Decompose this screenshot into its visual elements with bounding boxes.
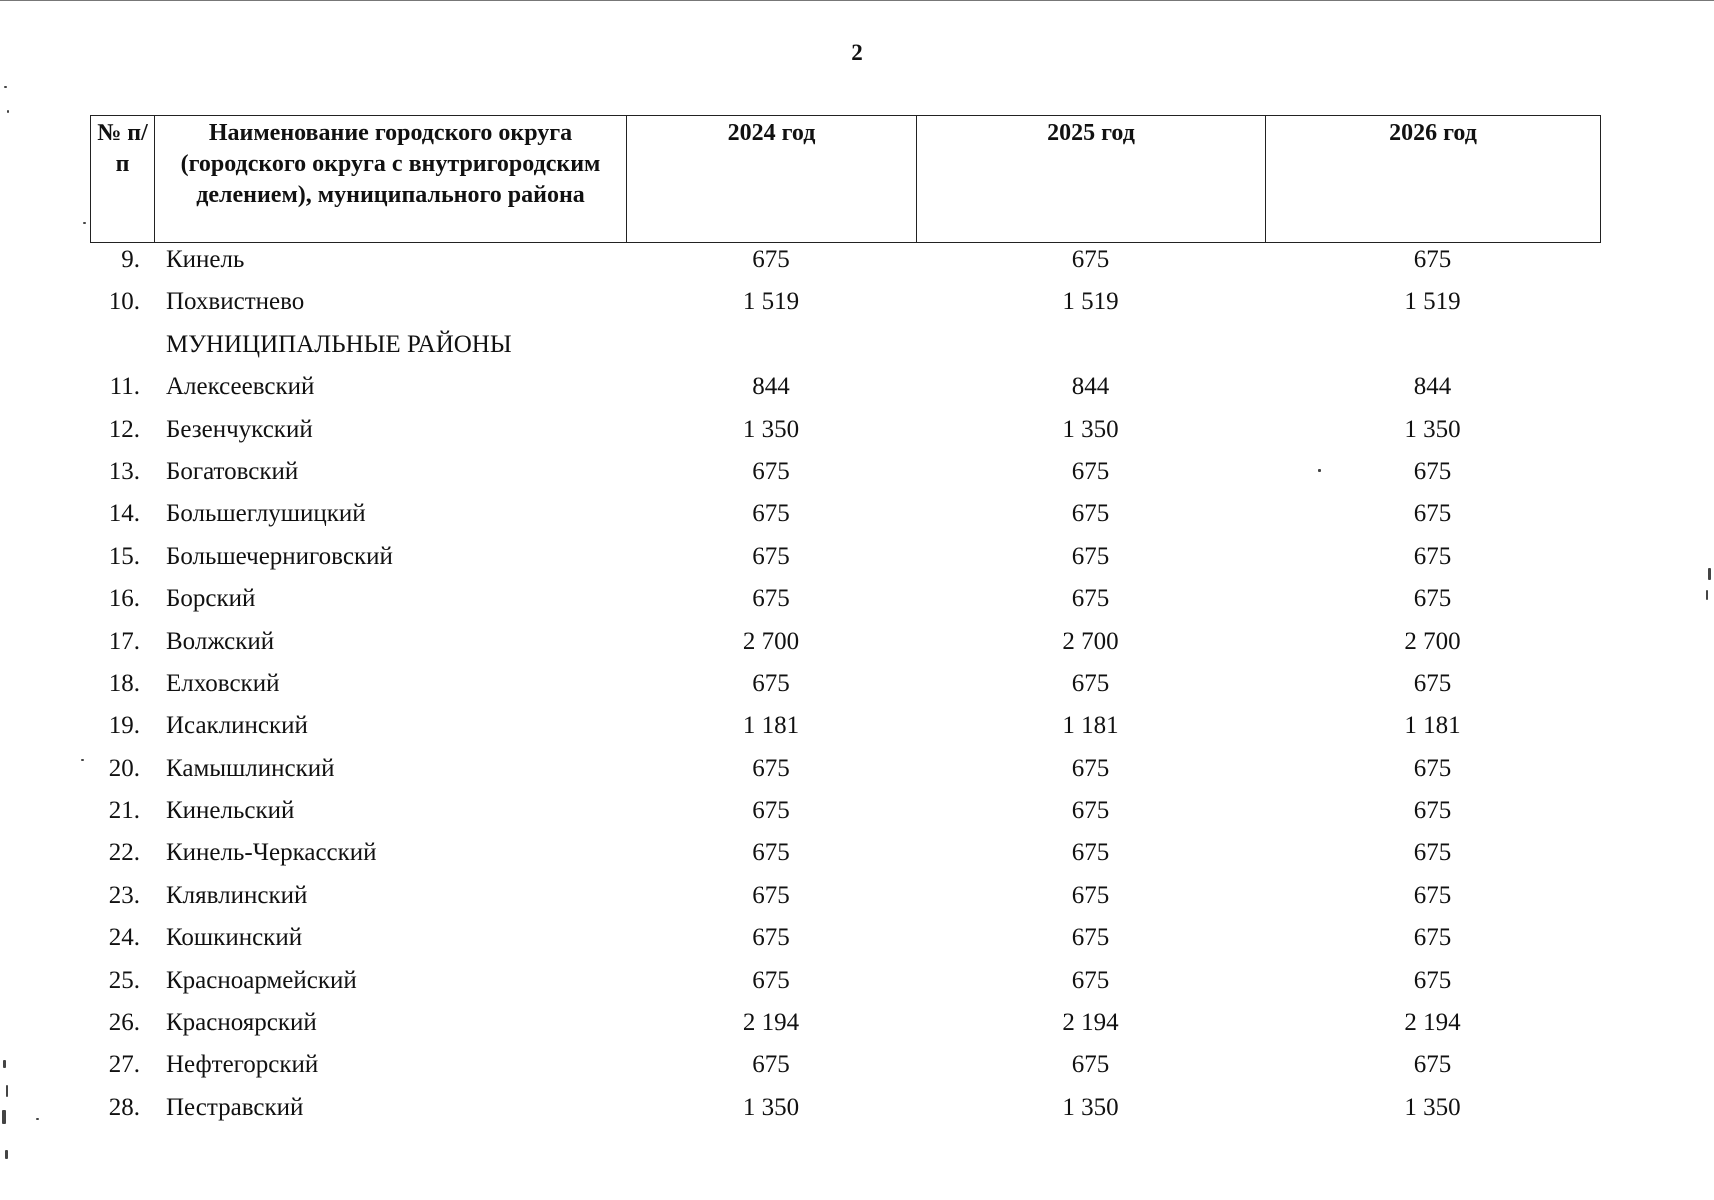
table-row <box>90 1009 1600 1051</box>
row-value-2025: 675 <box>1071 585 1110 613</box>
scan-speck <box>3 1060 6 1068</box>
table-body <box>90 246 1600 1136</box>
row-value-2026: 1 519 <box>1404 288 1461 316</box>
row-name: МУНИЦИПАЛЬНЫЕ РАЙОНЫ <box>166 330 512 358</box>
table-row <box>90 331 1600 373</box>
scan-speck <box>81 759 84 761</box>
row-number: 12. <box>108 415 140 443</box>
row-number: 18. <box>108 669 140 697</box>
row-value-2024: 2 194 <box>742 1009 800 1037</box>
header-name: Наименование городского округа (городского округа с внутригородским делением), муниципального района <box>155 116 627 243</box>
row-value-2025: 1 350 <box>1062 415 1119 443</box>
row-value-2025: 2 194 <box>1062 1009 1119 1037</box>
scan-speck <box>1318 469 1321 472</box>
row-value-2024: 675 <box>752 585 790 613</box>
row-value-2026: 2 194 <box>1404 1009 1461 1037</box>
row-number: 28. <box>108 1093 140 1121</box>
row-name: Волжский <box>166 627 275 655</box>
row-value-2025: 1 519 <box>1062 288 1119 316</box>
row-value-2025: 675 <box>1071 797 1110 825</box>
row-number: 19. <box>108 712 140 740</box>
scan-speck <box>7 110 9 113</box>
row-name: Красноярский <box>166 1009 317 1037</box>
scan-speck <box>4 86 7 88</box>
row-value-2026: 675 <box>1413 924 1452 952</box>
table-row <box>90 967 1600 1009</box>
row-number: 17. <box>108 627 140 655</box>
row-value-2025: 675 <box>1071 457 1110 485</box>
row-name: Богатовский <box>166 457 299 485</box>
table-row <box>90 839 1600 881</box>
header-2026: 2026 год <box>1266 116 1601 243</box>
table-row <box>90 585 1600 627</box>
row-value-2026 <box>1265 331 1600 373</box>
row-name: Елховский <box>166 669 280 697</box>
row-value-2024: 1 350 <box>742 1093 800 1121</box>
row-value-2025: 1 181 <box>1062 712 1119 740</box>
row-value-2024: 675 <box>752 924 790 952</box>
table-row <box>90 246 1600 288</box>
row-value-2026: 675 <box>1413 500 1452 528</box>
row-name: Большеглушицкий <box>166 500 366 528</box>
row-number: 16. <box>108 585 140 613</box>
table-row <box>90 882 1600 924</box>
row-value-2024: 844 <box>752 373 790 401</box>
scan-speck <box>6 1085 8 1097</box>
row-value-2024: 675 <box>752 1051 790 1079</box>
row-name: Камышлинский <box>166 754 335 782</box>
row-value-2025: 675 <box>1071 500 1110 528</box>
page-number: 2 <box>851 40 863 65</box>
header-row <box>91 116 1601 243</box>
row-number: 20. <box>108 754 140 782</box>
row-number: 26. <box>108 1009 140 1037</box>
scan-speck <box>36 1118 39 1120</box>
row-value-2025: 1 350 <box>1062 1093 1119 1121</box>
row-name: Исаклинский <box>166 712 308 740</box>
row-value-2026: 675 <box>1413 585 1452 613</box>
row-name: Кошкинский <box>166 924 303 952</box>
row-value-2024: 2 700 <box>742 627 800 655</box>
data-table <box>90 246 1600 1136</box>
row-value-2024: 675 <box>752 839 790 867</box>
table-row <box>90 797 1600 839</box>
table-row <box>90 712 1600 754</box>
table-row <box>90 1094 1600 1136</box>
table-header <box>90 115 1601 243</box>
row-value-2024: 675 <box>752 966 790 994</box>
row-value-2025: 675 <box>1071 924 1110 952</box>
row-value-2024: 675 <box>752 754 790 782</box>
row-value-2024: 675 <box>752 881 790 909</box>
row-value-2025: 675 <box>1071 881 1110 909</box>
table-row <box>90 500 1600 542</box>
row-value-2025: 675 <box>1071 669 1110 697</box>
row-value-2026: 675 <box>1413 1051 1452 1079</box>
row-name: Безенчукский <box>166 415 313 443</box>
row-value-2024 <box>626 331 916 373</box>
header-2024: 2024 год <box>627 116 917 243</box>
row-number: 21. <box>108 797 140 825</box>
row-value-2026: 844 <box>1413 373 1452 401</box>
scan-speck <box>5 1150 8 1159</box>
table-row <box>90 416 1600 458</box>
row-name: Кинель <box>166 246 245 273</box>
row-value-2024: 675 <box>752 246 790 273</box>
row-value-2026: 1 181 <box>1404 712 1461 740</box>
row-number: 9. <box>121 246 140 273</box>
row-value-2025: 844 <box>1071 373 1110 401</box>
header-2025: 2025 год <box>917 116 1266 243</box>
row-value-2025: 675 <box>1071 839 1110 867</box>
row-value-2024: 1 181 <box>742 712 800 740</box>
scan-speck <box>83 222 86 224</box>
table-row <box>90 755 1600 797</box>
row-value-2024: 1 519 <box>742 288 800 316</box>
header-num: № п/п <box>91 116 155 243</box>
row-value-2026: 675 <box>1413 881 1452 909</box>
table-row <box>90 373 1600 415</box>
table-row <box>90 543 1600 585</box>
row-value-2026: 675 <box>1413 669 1452 697</box>
row-value-2026: 2 700 <box>1404 627 1461 655</box>
row-value-2026: 675 <box>1413 754 1452 782</box>
row-value-2025: 675 <box>1071 1051 1110 1079</box>
row-value-2025 <box>916 331 1265 373</box>
row-name: Кинель-Черкасский <box>166 839 377 867</box>
row-value-2025: 675 <box>1071 246 1110 273</box>
row-name: Клявлинский <box>166 881 308 909</box>
row-value-2024: 675 <box>752 669 790 697</box>
row-number: 11. <box>109 373 140 401</box>
row-name: Красноармейский <box>166 966 357 994</box>
row-number: 15. <box>108 542 140 570</box>
row-number: 13. <box>108 457 140 485</box>
row-name: Пестравский <box>166 1093 304 1121</box>
scan-speck <box>1706 590 1708 600</box>
table-row <box>90 628 1600 670</box>
row-value-2024: 675 <box>752 500 790 528</box>
row-number: 10. <box>108 288 140 316</box>
row-name: Нефтегорский <box>166 1051 319 1079</box>
row-number: 24. <box>108 924 140 952</box>
row-value-2026: 1 350 <box>1404 1093 1461 1121</box>
table-row <box>90 458 1600 500</box>
table-row <box>90 924 1600 966</box>
row-value-2024: 1 350 <box>742 415 800 443</box>
row-value-2025: 675 <box>1071 966 1110 994</box>
row-value-2026: 1 350 <box>1404 415 1461 443</box>
row-value-2025: 675 <box>1071 754 1110 782</box>
row-name: Борский <box>166 585 256 613</box>
row-number: 23. <box>108 881 140 909</box>
row-name: Кинельский <box>166 797 295 825</box>
row-number <box>90 331 154 373</box>
row-number: 27. <box>108 1051 140 1079</box>
row-name: Похвистнево <box>166 288 305 316</box>
row-value-2025: 675 <box>1071 542 1110 570</box>
row-number: 14. <box>108 500 140 528</box>
row-value-2024: 675 <box>752 457 790 485</box>
row-number: 22. <box>108 839 140 867</box>
row-value-2026: 675 <box>1413 246 1452 273</box>
row-number: 25. <box>108 966 140 994</box>
row-name: Большечерниговский <box>166 542 393 570</box>
row-name: Алексеевский <box>166 373 315 401</box>
row-value-2024: 675 <box>752 542 790 570</box>
row-value-2026: 675 <box>1413 542 1452 570</box>
row-value-2026: 675 <box>1413 839 1452 867</box>
row-value-2026: 675 <box>1413 457 1452 485</box>
row-value-2025: 2 700 <box>1062 627 1119 655</box>
table-row <box>90 670 1600 712</box>
top-scan-rule <box>0 0 1714 1</box>
table-row <box>90 1051 1600 1093</box>
row-value-2026: 675 <box>1413 966 1452 994</box>
scan-speck <box>2 1110 6 1124</box>
row-value-2026: 675 <box>1413 797 1452 825</box>
table-row <box>90 288 1600 330</box>
scan-speck <box>1708 568 1711 580</box>
row-value-2024: 675 <box>752 797 790 825</box>
